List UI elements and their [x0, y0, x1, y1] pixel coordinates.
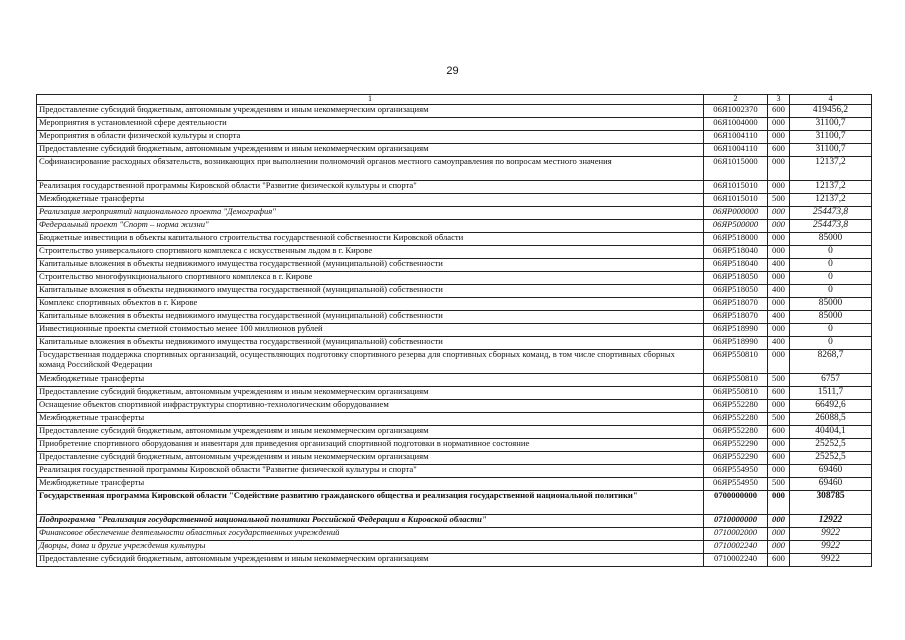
row-type-cell: 000	[768, 245, 790, 258]
row-amount-cell: 9922	[790, 540, 872, 553]
row-code-cell: 06ЯP552290	[704, 451, 768, 464]
table-row	[37, 284, 872, 297]
table-row	[37, 271, 872, 284]
row-type-cell: 000	[768, 271, 790, 284]
header-col-3: 3	[768, 95, 790, 105]
row-code-cell: 06ЯP552280	[704, 399, 768, 412]
row-type-cell: 000	[768, 156, 790, 180]
row-name-cell: Капитальные вложения в объекты недвижимого имущества государственной (муниципальной) собственности	[37, 258, 704, 271]
row-type-cell: 600	[768, 451, 790, 464]
row-amount-cell: 12137,2	[790, 156, 872, 180]
row-amount-cell: 85000	[790, 232, 872, 245]
row-type-cell: 000	[768, 117, 790, 130]
row-code-cell: 0700000000	[704, 490, 768, 514]
row-type-cell: 600	[768, 104, 790, 117]
row-code-cell: 06ЯP500000	[704, 219, 768, 232]
table-row	[37, 206, 872, 219]
row-code-cell: 06ЯP518990	[704, 323, 768, 336]
row-name-cell: Мероприятия в области физической культуры и спорта	[37, 130, 704, 143]
table-row	[37, 477, 872, 490]
row-name-cell: Капитальные вложения в объекты недвижимого имущества государственной (муниципальной) собственности	[37, 310, 704, 323]
row-amount-cell: 69460	[790, 464, 872, 477]
row-amount-cell: 85000	[790, 297, 872, 310]
row-code-cell: 06ЯP550810	[704, 349, 768, 373]
row-type-cell: 000	[768, 490, 790, 514]
row-amount-cell: 25252,5	[790, 451, 872, 464]
row-amount-cell: 254473,8	[790, 206, 872, 219]
table-row	[37, 336, 872, 349]
row-amount-cell: 40404,1	[790, 425, 872, 438]
row-type-cell: 000	[768, 464, 790, 477]
row-type-cell: 400	[768, 284, 790, 297]
row-name-cell: Софинансирование расходных обязательств, возникающих при выполнении полномочий органов местного самоуправления по вопросам местного значения	[37, 156, 704, 180]
row-name-cell: Дворцы, дома и другие учреждения культуры	[37, 540, 704, 553]
row-amount-cell: 25252,5	[790, 438, 872, 451]
table-row	[37, 297, 872, 310]
row-type-cell: 500	[768, 412, 790, 425]
row-amount-cell: 9922	[790, 553, 872, 566]
table-row	[37, 386, 872, 399]
row-amount-cell: 12922	[790, 514, 872, 527]
row-type-cell: 500	[768, 477, 790, 490]
row-type-cell: 000	[768, 206, 790, 219]
row-name-cell: Межбюджетные трансферты	[37, 193, 704, 206]
row-name-cell: Комплекс спортивных объектов в г. Кирове	[37, 297, 704, 310]
row-code-cell: 06Я1015010	[704, 193, 768, 206]
table-row	[37, 245, 872, 258]
row-type-cell: 000	[768, 438, 790, 451]
table-row	[37, 425, 872, 438]
row-amount-cell: 8268,7	[790, 349, 872, 373]
row-name-cell: Строительство многофункционального спортивного комплекса в г. Кирове	[37, 271, 704, 284]
header-col-2: 2	[704, 95, 768, 105]
table-row	[37, 464, 872, 477]
table-row	[37, 490, 872, 514]
row-amount-cell: 69460	[790, 477, 872, 490]
table-row	[37, 373, 872, 386]
row-name-cell: Бюджетные инвестиции в объекты капитального строительства государственной собственности Кировской области	[37, 232, 704, 245]
row-name-cell: Капитальные вложения в объекты недвижимого имущества государственной (муниципальной) собственности	[37, 284, 704, 297]
row-amount-cell: 31100,7	[790, 143, 872, 156]
row-amount-cell: 66492,6	[790, 399, 872, 412]
row-amount-cell: 26088,5	[790, 412, 872, 425]
row-name-cell: Капитальные вложения в объекты недвижимого имущества государственной (муниципальной) собственности	[37, 336, 704, 349]
row-code-cell: 06ЯP518990	[704, 336, 768, 349]
row-type-cell: 000	[768, 180, 790, 193]
row-type-cell: 000	[768, 297, 790, 310]
row-type-cell: 000	[768, 349, 790, 373]
row-name-cell: Предоставление субсидий бюджетным, автономным учреждениям и иным некоммерческим организациям	[37, 386, 704, 399]
row-code-cell: 06ЯP518000	[704, 232, 768, 245]
row-code-cell: 06ЯP518040	[704, 258, 768, 271]
row-type-cell: 000	[768, 527, 790, 540]
row-amount-cell: 0	[790, 271, 872, 284]
row-name-cell: Приобретение спортивного оборудования и инвентаря для приведения организаций спортивной подготовки в нормативное состояние	[37, 438, 704, 451]
row-name-cell: Межбюджетные трансферты	[37, 412, 704, 425]
table-row	[37, 117, 872, 130]
row-amount-cell: 0	[790, 336, 872, 349]
row-type-cell: 000	[768, 323, 790, 336]
table-row	[37, 527, 872, 540]
row-type-cell: 600	[768, 386, 790, 399]
row-name-cell: Предоставление субсидий бюджетным, автономным учреждениям и иным некоммерческим организациям	[37, 104, 704, 117]
row-code-cell: 0710000000	[704, 514, 768, 527]
row-name-cell: Предоставление субсидий бюджетным, автономным учреждениям и иным некоммерческим организациям	[37, 451, 704, 464]
row-type-cell: 600	[768, 553, 790, 566]
row-amount-cell: 0	[790, 245, 872, 258]
row-amount-cell: 31100,7	[790, 117, 872, 130]
row-name-cell: Предоставление субсидий бюджетным, автономным учреждениям и иным некоммерческим организациям	[37, 143, 704, 156]
row-name-cell: Государственная программа Кировской области "Содействие развитию гражданского общества и реализация государственной национальной политики"	[37, 490, 704, 514]
table-row	[37, 310, 872, 323]
row-code-cell: 06Я1004110	[704, 130, 768, 143]
row-type-cell: 600	[768, 143, 790, 156]
table-row	[37, 451, 872, 464]
page-number: 29	[446, 65, 459, 77]
row-name-cell: Оснащение объектов спортивной инфраструктуры спортивно-технологическим оборудованием	[37, 399, 704, 412]
row-amount-cell: 9922	[790, 527, 872, 540]
row-code-cell: 06ЯP000000	[704, 206, 768, 219]
row-code-cell: 0710002240	[704, 540, 768, 553]
table-row	[37, 540, 872, 553]
row-amount-cell: 0	[790, 284, 872, 297]
row-amount-cell: 6757	[790, 373, 872, 386]
row-type-cell: 500	[768, 373, 790, 386]
row-code-cell: 06ЯP552280	[704, 412, 768, 425]
row-name-cell: Строительство универсального спортивного комплекса с искусственным льдом в г. Кирове	[37, 245, 704, 258]
row-code-cell: 06Я1015010	[704, 180, 768, 193]
row-amount-cell: 308785	[790, 490, 872, 514]
row-name-cell: Предоставление субсидий бюджетным, автономным учреждениям и иным некоммерческим организациям	[37, 553, 704, 566]
row-type-cell: 000	[768, 399, 790, 412]
table-row	[37, 438, 872, 451]
row-name-cell: Реализация государственной программы Кировской области "Развитие физической культуры и спорта"	[37, 180, 704, 193]
row-name-cell: Инвестиционные проекты сметной стоимостью менее 100 миллионов рублей	[37, 323, 704, 336]
row-code-cell: 06ЯP518070	[704, 297, 768, 310]
row-name-cell: Подпрограмма "Реализация государственной национальной политики Российской Федерации в Кировской области"	[37, 514, 704, 527]
table-row	[37, 130, 872, 143]
row-amount-cell: 419456,2	[790, 104, 872, 117]
row-type-cell: 400	[768, 336, 790, 349]
row-type-cell: 000	[768, 130, 790, 143]
row-code-cell: 06ЯP550810	[704, 386, 768, 399]
row-code-cell: 06Я1002370	[704, 104, 768, 117]
row-code-cell: 0710002000	[704, 527, 768, 540]
row-code-cell: 06ЯP554950	[704, 464, 768, 477]
table-header-row	[37, 95, 872, 105]
row-type-cell: 400	[768, 258, 790, 271]
row-amount-cell: 1511,7	[790, 386, 872, 399]
row-amount-cell: 12137,2	[790, 193, 872, 206]
table-row	[37, 193, 872, 206]
table-row	[37, 514, 872, 527]
row-code-cell: 06Я1004000	[704, 117, 768, 130]
table-row	[37, 399, 872, 412]
table-row	[37, 412, 872, 425]
table-row	[37, 232, 872, 245]
row-code-cell: 06ЯP552280	[704, 425, 768, 438]
row-amount-cell: 0	[790, 258, 872, 271]
row-name-cell: Реализация государственной программы Кировской области "Развитие физической культуры и спорта"	[37, 464, 704, 477]
row-code-cell: 06ЯP518070	[704, 310, 768, 323]
row-type-cell: 000	[768, 219, 790, 232]
table-row	[37, 349, 872, 373]
row-code-cell: 06ЯP552290	[704, 438, 768, 451]
table-row	[37, 156, 872, 180]
row-code-cell: 06ЯP518040	[704, 245, 768, 258]
row-amount-cell: 85000	[790, 310, 872, 323]
table-row	[37, 143, 872, 156]
row-name-cell: Финансовое обеспечение деятельности областных государственных учреждений	[37, 527, 704, 540]
table-row	[37, 219, 872, 232]
row-type-cell: 000	[768, 514, 790, 527]
table-row	[37, 180, 872, 193]
header-col-1: 1	[37, 95, 704, 105]
row-name-cell: Мероприятия в установленной сфере деятельности	[37, 117, 704, 130]
row-amount-cell: 254473,8	[790, 219, 872, 232]
row-name-cell: Реализация мероприятий национального проекта "Демография"	[37, 206, 704, 219]
row-name-cell: Федеральный проект "Спорт – норма жизни"	[37, 219, 704, 232]
row-name-cell: Межбюджетные трансферты	[37, 373, 704, 386]
row-type-cell: 000	[768, 232, 790, 245]
table-row	[37, 258, 872, 271]
row-code-cell: 06ЯP518050	[704, 271, 768, 284]
table-row	[37, 104, 872, 117]
row-code-cell: 06ЯP554950	[704, 477, 768, 490]
row-amount-cell: 12137,2	[790, 180, 872, 193]
row-amount-cell: 31100,7	[790, 130, 872, 143]
row-code-cell: 06ЯP550810	[704, 373, 768, 386]
row-type-cell: 600	[768, 425, 790, 438]
row-type-cell: 000	[768, 540, 790, 553]
row-amount-cell: 0	[790, 323, 872, 336]
row-type-cell: 500	[768, 193, 790, 206]
budget-table	[36, 94, 872, 567]
table-row	[37, 553, 872, 566]
row-name-cell: Предоставление субсидий бюджетным, автономным учреждениям и иным некоммерческим организациям	[37, 425, 704, 438]
header-col-4: 4	[790, 95, 872, 105]
row-code-cell: 06Я1004110	[704, 143, 768, 156]
row-name-cell: Государственная поддержка спортивных организаций, осуществляющих подготовку спортивного резерва для спортивных сборных команд, в том числе спортивных сборных команд Российской Федерации	[37, 349, 704, 373]
row-code-cell: 06Я1015000	[704, 156, 768, 180]
row-code-cell: 06ЯP518050	[704, 284, 768, 297]
row-name-cell: Межбюджетные трансферты	[37, 477, 704, 490]
row-code-cell: 0710002240	[704, 553, 768, 566]
table-row	[37, 323, 872, 336]
row-type-cell: 400	[768, 310, 790, 323]
